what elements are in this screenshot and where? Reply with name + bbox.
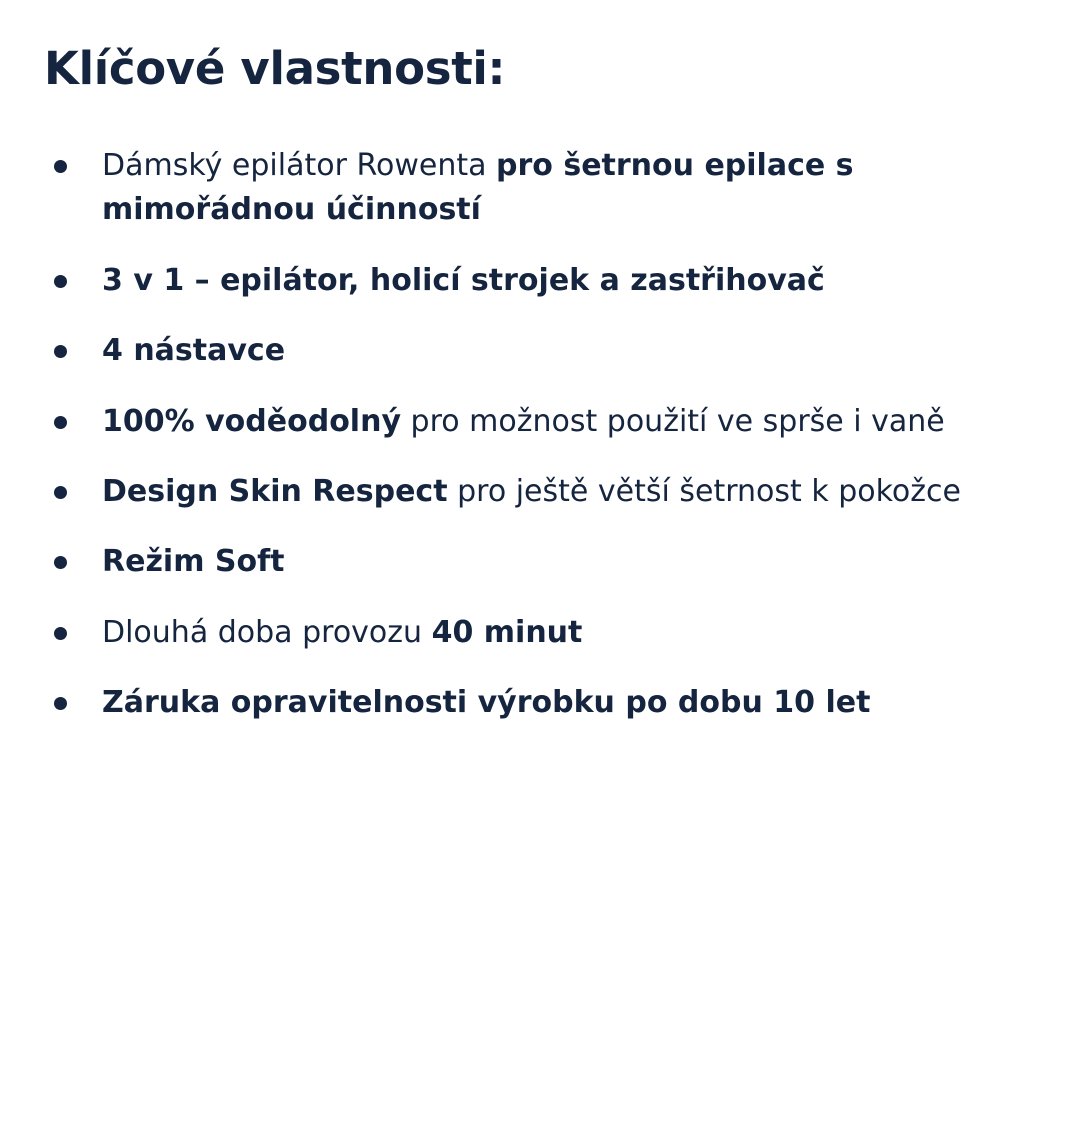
bullet-dot-icon	[54, 627, 67, 640]
bullet-dot-icon	[54, 345, 67, 358]
list-item	[44, 329, 1036, 373]
list-item-text	[102, 681, 1036, 725]
list-item-text	[102, 329, 1036, 373]
bullet-dot-icon	[54, 275, 67, 288]
list-item	[44, 611, 1036, 655]
list-item-text	[102, 400, 1036, 444]
emphasis-text: 4 nástavce	[102, 333, 286, 369]
bullet-dot-icon	[54, 556, 67, 569]
list-item-text	[102, 144, 1036, 233]
list-item	[44, 540, 1036, 584]
list-item	[44, 259, 1036, 303]
plain-text: pro možnost použití ve sprše i vaně	[401, 403, 945, 439]
list-item-text	[102, 611, 1036, 655]
bullet-dot-icon	[54, 416, 67, 429]
emphasis-text: Režim Soft	[102, 544, 285, 580]
emphasis-text: Design Skin Respect	[102, 473, 448, 509]
plain-text: Dámský epilátor Rowenta	[102, 148, 497, 183]
list-item-text	[102, 259, 1036, 303]
emphasis-text: pro šetrnou epilace s mimořádnou účinností	[102, 148, 854, 228]
emphasis-text: 100% voděodolný	[102, 403, 402, 439]
emphasis-text: 3 v 1 – epilátor, holicí strojek a zastřihovač	[102, 262, 825, 298]
feature-list	[44, 144, 1036, 726]
plain-text: pro ještě větší šetrnost k pokožce	[447, 473, 961, 509]
list-item	[44, 400, 1036, 444]
plain-text: Dlouhá doba provozu	[102, 614, 432, 650]
list-item	[44, 144, 1036, 233]
bullet-dot-icon	[54, 160, 67, 173]
page-title: Klíčové vlastnosti:	[44, 42, 506, 95]
bullet-dot-icon	[54, 486, 67, 499]
list-item	[44, 470, 1036, 514]
list-item-text	[102, 470, 1036, 514]
list-item-text	[102, 540, 1036, 584]
emphasis-text: 40 minut	[431, 614, 583, 650]
emphasis-text: Záruka opravitelnosti výrobku po dobu 10 let	[102, 685, 871, 721]
list-item	[44, 681, 1036, 725]
bullet-dot-icon	[54, 697, 67, 710]
